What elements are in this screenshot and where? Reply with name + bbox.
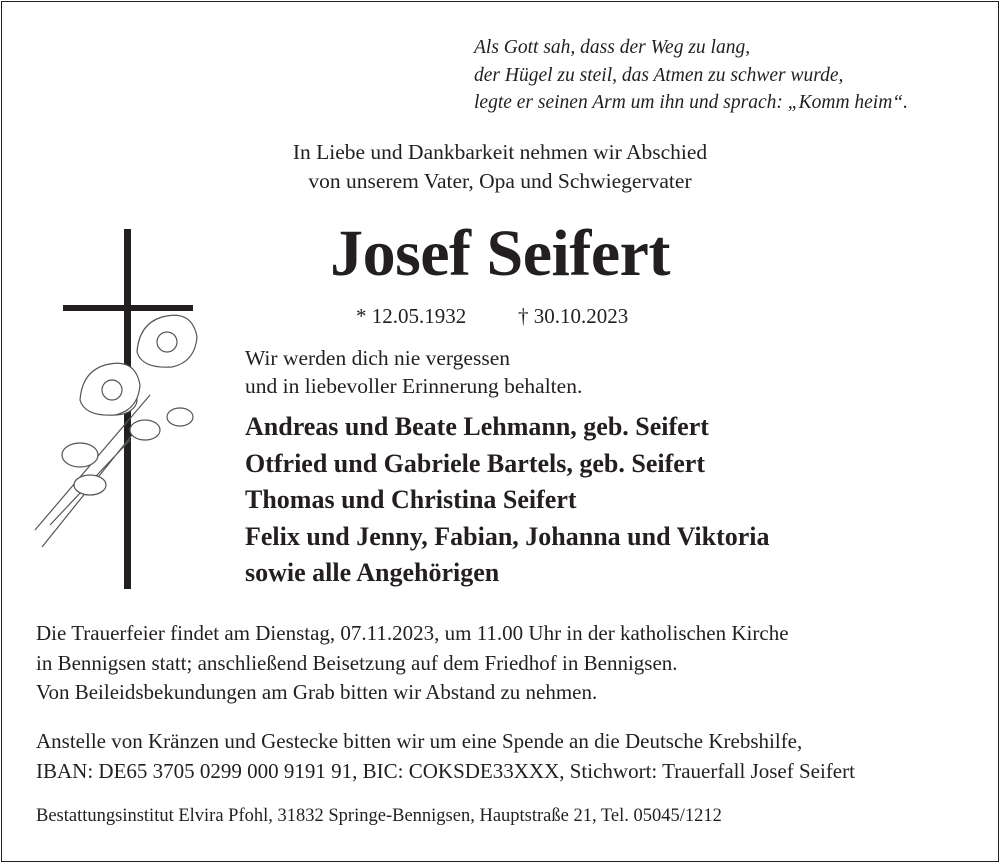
family-line: sowie alle Angehörigen [245, 558, 500, 587]
family-line: Felix und Jenny, Fabian, Johanna und Viktoria [245, 521, 770, 551]
family-line: Otfried und Gabriele Bartels, geb. Seifert [245, 448, 705, 478]
donation-line: IBAN: DE65 3705 0299 000 9191 91, BIC: COKSDE33XXX, Stichwort: Trauerfall Josef Seifert [36, 758, 855, 783]
family-list [245, 409, 770, 592]
poem [474, 34, 908, 117]
death-date: † 30.10.2023 [518, 304, 629, 328]
poem-line: Als Gott sah, dass der Weg zu lang, [474, 37, 751, 58]
remembrance-text [245, 344, 582, 400]
remembrance-line: und in liebevoller Erinnerung behalten. [245, 374, 583, 398]
donation-line: Anstelle von Kränzen und Gestecke bitten wir um eine Spende an die Deutsche Krebshilfe, [36, 729, 803, 753]
remembrance-line: Wir werden dich nie vergessen [245, 346, 511, 370]
birth-date: * 12.05.1932 [356, 304, 467, 328]
funeral-line: Von Beileidsbekundungen am Grab bitten wir Abstand zu nehmen. [36, 680, 598, 704]
intro-line: von unserem Vater, Opa und Schwiegervater [308, 169, 692, 193]
funeral-line: Die Trauerfeier findet am Dienstag, 07.11.2023, um 11.00 Uhr in der katholischen Kirche [36, 621, 789, 645]
donation-info [36, 727, 855, 786]
poem-line: der Hügel zu steil, das Atmen zu schwer wurde, [474, 64, 844, 86]
undertaker-info: Bestattungsinstitut Elvira Pfohl, 31832 Springe-Bennigsen, Hauptstraße 21, Tel. 05045/1212 [36, 806, 722, 826]
deceased-name: Josef Seifert [330, 217, 670, 290]
funeral-line: in Bennigsen statt; anschließend Beisetzung auf dem Friedhof in Bennigsen. [36, 650, 678, 675]
family-line: Thomas und Christina Seifert [245, 485, 577, 514]
cross-with-roses-icon [30, 225, 200, 593]
intro-line: In Liebe und Dankbarkeit nehmen wir Abschied [292, 140, 708, 164]
poem-line: legte er seinen Arm um ihn und sprach: „Komm heim“. [474, 92, 909, 113]
funeral-info [36, 619, 789, 708]
intro [0, 138, 1000, 196]
family-line: Andreas und Beate Lehmann, geb. Seifert [245, 412, 709, 441]
